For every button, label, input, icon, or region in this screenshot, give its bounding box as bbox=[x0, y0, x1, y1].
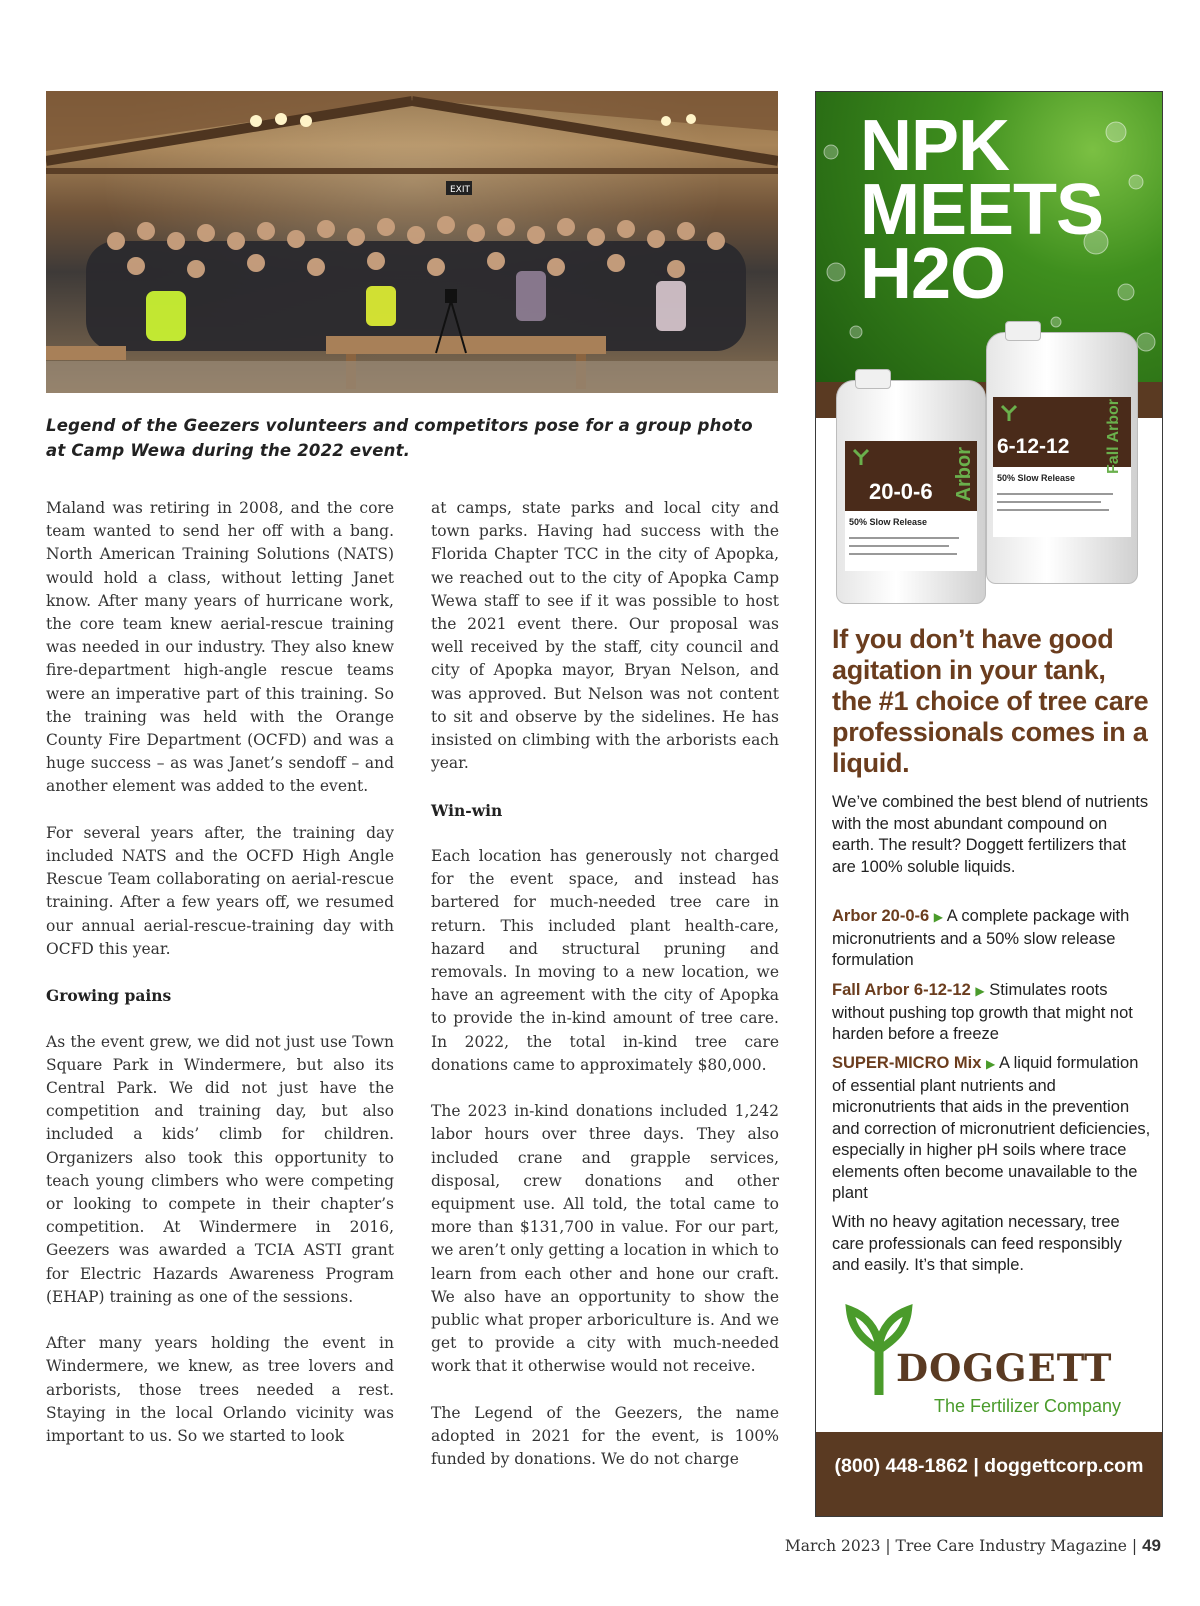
doggett-leaf-icon bbox=[999, 403, 1019, 423]
product-jug-fall-arbor bbox=[986, 332, 1138, 584]
brand-tagline: The Fertilizer Company bbox=[934, 1396, 1122, 1416]
jug-number: 6-12-12 bbox=[997, 435, 1070, 458]
product-description: A complete package with micronutrients and a 50% slow release formulation bbox=[832, 907, 1130, 969]
triangle-right-icon: ▶ bbox=[933, 910, 944, 924]
doggett-leaf-icon bbox=[851, 447, 871, 467]
article-column-1 bbox=[46, 497, 394, 1471]
product-description: A liquid formulation of essential plant nutrients and micronutrients that aids in the prevention and correction of micronutrient deficiencies, especially in higher pH soils where trace elements often become unavailable to the plant bbox=[832, 1054, 1151, 1202]
section-heading: Win-win bbox=[431, 800, 503, 820]
doggett-advertisement bbox=[815, 91, 1163, 1517]
product-jug-arbor bbox=[836, 380, 986, 604]
headline-line: H2O bbox=[860, 234, 1006, 314]
jug-number: 20-0-6 bbox=[869, 479, 933, 504]
ad-closing: With no heavy agitation necessary, tree care professionals can feed responsibly and easily. It’s that simple. bbox=[832, 1213, 1122, 1274]
page-number: 49 bbox=[1142, 1536, 1161, 1555]
headline-line: MEETS bbox=[860, 170, 1104, 250]
ad-intro: We’ve combined the best blend of nutrients with the most abundant compound on earth. The result? Doggett fertilizers that are 100% soluble liquids. bbox=[832, 793, 1149, 876]
group-photo-illustration bbox=[46, 91, 778, 393]
paragraph: Maland was retiring in 2008, and the core team wanted to send her off with a bang. North American Training Solutions (NATS) would hold a class, without letting Janet know. After many years of hurricane work, the core team knew aerial-rescue training was needed in our industry. They also knew fire-department high-angle rescue teams were an imperative part of this training. So the training was held with the Orange County Fire Department (OCFD) and was a huge success – as was Janet’s sendoff – and another element was added to the event. bbox=[46, 499, 394, 796]
headline-line: NPK bbox=[860, 106, 1010, 186]
paragraph: at camps, state parks and local city and town parks. Having had success with the Florida Chapter TCC in the city of Apopka, we reached out to the city of Apopka Camp Wewa staff to see if it was possible to host the 2021 event there. Our proposal was well received by the staff, city council and city of Apopka mayor, Bryan Nelson, and was approved. But Nelson was not content to sit and observe by the sidelines. He has insisted on climbing with the arborists each year. bbox=[431, 499, 779, 773]
paragraph: The 2023 in-kind donations included 1,242 labor hours over three days. They also included crane and grapple services, disposal, crew donations and other equipment use. All told, the total came to more than $131,700 in value. For our part, we aren’t only getting a location in which to learn from each other and hone our craft. We also have an opportunity to show the public what proper arboriculture is. And we get to provide a city with much-needed work that it otherwise would not receive. bbox=[431, 1102, 779, 1376]
folio-text: March 2023 | Tree Care Industry Magazine | bbox=[784, 1537, 1138, 1555]
ad-product-item-1 bbox=[832, 906, 1152, 972]
paragraph: The Legend of the Geezers, the name adopted in 2021 for the event, is 100% funded by donations. We do not charge bbox=[431, 1403, 779, 1469]
jug-product: Arbor bbox=[953, 447, 975, 502]
ad-product-item-2 bbox=[832, 980, 1152, 1046]
ad-product-item-3 bbox=[832, 1053, 1152, 1205]
ad-tagline: If you don’t have good agitation in your tank, the #1 choice of tree care professionals comes in a liquid. bbox=[832, 624, 1149, 778]
jug-subtitle: 50% Slow Release bbox=[997, 473, 1076, 483]
article-column-2 bbox=[431, 497, 779, 1495]
brand-name: DOGGETT bbox=[896, 1346, 1113, 1390]
ad-headline bbox=[860, 106, 1150, 314]
product-name: SUPER-MICRO Mix bbox=[832, 1054, 982, 1072]
ad-contact-info: (800) 448-1862 | doggettcorp.com bbox=[834, 1455, 1144, 1477]
paragraph: As the event grew, we did not just use Town Square Park in Windermere, but also its Central Park. We did not just have the competition and training day, but also included a kids’ climb for children. Organizers also took this opportunity to teach young climbers who were competing or looking to compete in their chapter’s competition. At Windermere in 2016, Geezers was awarded a TCIA ASTI grant for Electric Hazards Awareness Program (EHAP) training as one of the sessions. bbox=[46, 1032, 394, 1306]
paragraph: Each location has generously not charged for the event space, and instead has bartered for much-needed tree care in return. This included plant health-care, hazard and structural pruning and removals. In moving to a new location, we have an agreement with the city of Apopka to provide the in-kind amount of tree care. In 2022, the total in-kind tree care donations came to approximately $80,000. bbox=[431, 847, 779, 1074]
product-description: Stimulates roots without pushing top growth that might not harden before a freeze bbox=[832, 981, 1133, 1043]
photo-caption: Legend of the Geezers volunteers and competitors pose for a group photo at Camp Wewa during the 2022 event. bbox=[46, 416, 753, 460]
product-name: Arbor 20-0-6 bbox=[832, 907, 930, 925]
group-photo bbox=[46, 91, 778, 393]
exit-sign: EXIT bbox=[450, 185, 471, 195]
page-folio bbox=[785, 1536, 1161, 1556]
jug-subtitle: 50% Slow Release bbox=[849, 517, 928, 527]
product-name: Fall Arbor 6-12-12 bbox=[832, 981, 971, 999]
triangle-right-icon: ▶ bbox=[975, 984, 985, 998]
triangle-right-icon: ▶ bbox=[986, 1057, 996, 1071]
paragraph: For several years after, the training day included NATS and the OCFD High Angle Rescue Team collaborating on aerial-rescue training. After a few years off, we resumed our annual aerial-rescue-training day with OCFD this year. bbox=[46, 823, 394, 958]
paragraph: After many years holding the event in Windermere, we knew, as tree lovers and arborists, those trees needed a rest. Staying in the local Orlando vicinity was important to us. So we started to look bbox=[46, 1334, 394, 1446]
section-heading: Growing pains bbox=[46, 986, 172, 1006]
jug-product: Fall Arbor bbox=[1105, 399, 1122, 474]
